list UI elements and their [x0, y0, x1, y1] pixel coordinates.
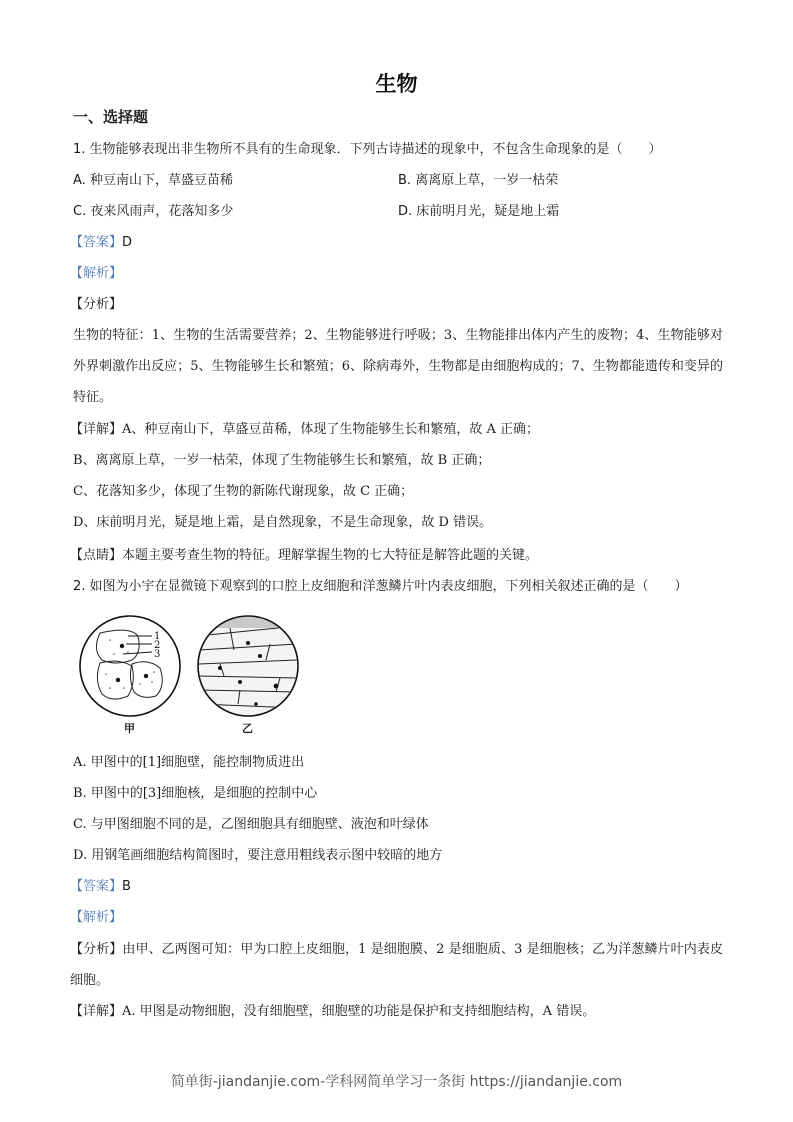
question-1-xiangjie-b: B、离离原上草，一岁一枯荣，体现了生物能够生长和繁殖，故 B 正确；	[73, 453, 491, 468]
question-2-option-d: D. 用钢笔画细胞结构简图时，要注意用粗线表示图中较暗的地方	[73, 848, 443, 863]
question-1-option-b: B. 离离原上草，一岁一枯荣	[398, 173, 559, 188]
cheek-cell-diagram	[80, 616, 180, 735]
page-footer: 简单街-jiandanjie.com-学科网简单学习一条街 https://jiandanjie.com	[170, 1074, 623, 1090]
question-1-dianjing: 【点睛】本题主要考查生物的特征。理解掌握生物的七大特征是解答此题的关键。	[70, 548, 539, 563]
question-1-option-d: D. 床前明月光，疑是地上霜	[398, 204, 560, 219]
onion-cell-diagram	[198, 608, 298, 735]
question-2-option-c: C. 与甲图细胞不同的是，乙图细胞具有细胞壁、液泡和叶绿体	[73, 817, 429, 832]
section-heading: 一、选择题	[73, 108, 149, 126]
question-2-option-a: A. 甲图中的[1]细胞壁，能控制物质进出	[73, 755, 305, 770]
question-2-fenxi: 【分析】由甲、乙两图可知：甲为口腔上皮细胞，1 是细胞膜、2 是细胞质、3 是细胞核；乙为洋葱鳞片叶内表皮细胞。	[70, 942, 723, 988]
question-1-analysis-label: 【解析】	[70, 266, 123, 281]
question-1-stem: 1. 生物能够表现出非生物所不具有的生命现象．下列古诗描述的现象中，不包含生命现象的是（ ）	[73, 142, 662, 157]
question-1-option-c: C. 夜来风雨声，花落知多少	[73, 204, 234, 219]
question-1-option-a: A. 种豆南山下，草盛豆苗稀	[73, 173, 233, 188]
question-2-option-b: B. 甲图中的[3]细胞核，是细胞的控制中心	[73, 786, 318, 801]
question-1-fenxi-label: 【分析】	[70, 297, 123, 312]
question-2-stem: 2. 如图为小宇在显微镜下观察到的口腔上皮细胞和洋葱鳞片叶内表皮细胞，下列相关叙述正确的是（ ）	[73, 579, 688, 594]
marker-2: 2	[154, 640, 161, 651]
page-title: 生物	[375, 72, 418, 96]
question-1-fenxi-text: 生物的特征：1、生物的生活需要营养；2、生物能够进行呼吸；3、生物能排出体内产生的废物；4、生物能够对外界刺激作出反应；5、生物能够生长和繁殖；6、除病毒外，生物都是由细胞构成的；7、生物都能遗传和变异的特征。	[73, 328, 723, 405]
question-2-xiangjie: 【详解】A. 甲图是动物细胞，没有细胞壁，细胞壁的功能是保护和支持细胞结构，A 错误。	[70, 1004, 596, 1019]
question-1-xiangjie-c: C、花落知多少，体现了生物的新陈代谢现象，故 C 正确；	[73, 484, 414, 499]
question-1-answer: 【答案】D	[70, 235, 133, 250]
caption-jia: 甲	[124, 722, 135, 735]
caption-yi: 乙	[242, 722, 253, 735]
question-2-answer: 【答案】B	[70, 879, 131, 894]
cell-diagram-svg	[70, 608, 310, 743]
question-1-xiangjie: 【详解】A、种豆南山下，草盛豆苗稀，体现了生物能够生长和繁殖，故 A 正确；	[70, 422, 540, 437]
question-2-analysis-label: 【解析】	[70, 910, 123, 925]
question-1-xiangjie-d: D、床前明月光，疑是地上霜，是自然现象，不是生命现象，故 D 错误。	[73, 515, 493, 530]
cell-diagram-figure	[70, 608, 310, 743]
marker-3: 3	[154, 649, 161, 660]
marker-1: 1	[154, 631, 161, 642]
